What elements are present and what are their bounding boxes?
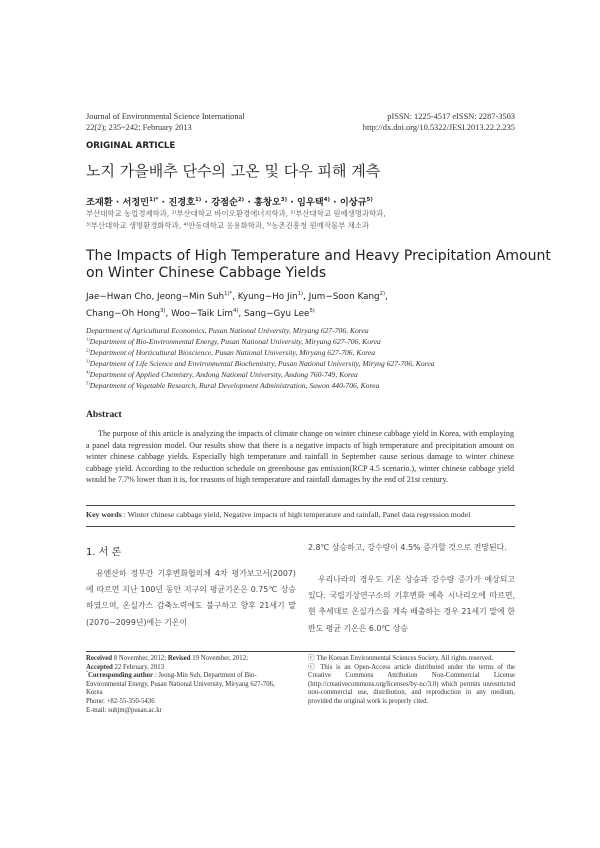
title-english-line: on Winter Chinese Cabbage Yields	[86, 265, 327, 281]
body-paragraph-right: 우리나라의 경우도 기온 상승과 강수량 증가가 예상되고 있다. 국립기상연구소의 기후변화 예측 시나리오에 따르면, 현 추세대로 온실가스를 계속 배출하는 경우 21세기 말에 한반도 평균 기온은 6.0℃ 상승	[308, 575, 515, 633]
author-ko-sup: 1)	[194, 196, 202, 203]
author-ko-sup: 4)	[323, 196, 330, 203]
corresponding-label: Corresponding author	[88, 672, 154, 680]
abstract-text: The purpose of this article is analyzing the impacts of climate change on winter chinese cabbage yield in Korea, with employing a panel data regression model. Our results show that there is a negative impacts of high temperature and precipitation amount on winter chinese cabbage yields. Especially high temperature and rainfall in September cause serious damage to winter chinese cabbage yield. According to the reduction schedule on greenhouse gas emission(RCP 4.5 scenario.), winter chinese cabbage yield would be 7.7% lower than it is, for reasons of high temperature and rainfall damages by the end of 21st century.	[86, 429, 514, 485]
footer-divider	[86, 651, 515, 652]
author-en: Jum−Soon Kang	[308, 292, 380, 302]
affiliations-korean	[86, 208, 386, 232]
author-en: Jae−Hwan Cho	[86, 292, 152, 302]
received-label: Received	[86, 655, 113, 662]
author-en: Sang−Gyu Lee	[243, 309, 310, 319]
divider	[86, 505, 515, 506]
title-english-line: The Impacts of High Temperature and Heavy Precipitation Amount	[86, 248, 551, 264]
author-en: Kyung−Ho Jin	[237, 292, 298, 302]
keywords-label: Key words	[86, 510, 122, 519]
affiliation-en: $^{4)}$Department of Applied Chemistry, Andong National University, Andong 760-749, Korea	[86, 369, 358, 379]
journal-info	[86, 111, 245, 133]
authors-english: Jae−Hwan Cho, Jeong−Min Suh$^{1)*}$, Kyung−Ho Jin$^{1)}$, Jum−Soon Kang$^{2)}$, Chang−Oh Hong$^{3)}$, Woo−Taik Lim$^{4)}$, Sang−Gyu Lee$^{5)}$	[86, 291, 388, 319]
journal-name: Journal of Environmental Science International	[86, 112, 245, 121]
phone: Phone: +82-55-350-5436	[86, 697, 155, 705]
accepted-label: Accepted	[86, 663, 113, 671]
author-ko: 홍창오	[254, 197, 281, 208]
author-ko: 서정민	[122, 197, 150, 208]
author-ko: 임우택	[296, 197, 324, 208]
corresponding-author: : Jeong-Min Suh, Department of Bio-Environmental Energy, Pusan National University, Miryang 627-706, Korea	[86, 672, 275, 697]
author-en: Woo−Taik Lim	[171, 309, 233, 319]
abstract-heading: Abstract	[86, 409, 122, 420]
copyright: ⓒ The Korean Environmental Sciences Society. All rights reserved.	[308, 655, 494, 662]
revised-label: Revised	[167, 655, 191, 662]
author-en-sup: 4)	[232, 308, 239, 315]
section-heading: 1. 서 론	[86, 547, 122, 558]
author-en-sup: 1)*	[224, 291, 233, 298]
footer-right	[308, 655, 515, 707]
footer-left: Received 8 November, 2012; Revised 19 November, 2012; Accepted 22 February, 2013 *Corresponding author : Jeong-Min Suh, Department of Bio-Environmental Energy, Pusan National University, Miryang 627-706, Korea Phone: +82-55-350-5436 E-mail: suhjm@pusan.ac.kr	[86, 655, 291, 715]
author-ko: 강점순	[211, 197, 238, 208]
keywords	[86, 510, 470, 519]
author-ko: 조재환	[86, 197, 113, 208]
doi-link[interactable]: http://dx.doi.org/10.5322/JESI.2013.22.2.235	[362, 123, 515, 132]
keywords-text: : Winter chinese cabbage yield, Negative impacts of high temperature and rainfall, Panel data regression model	[121, 510, 471, 519]
author-en-sup: 3)	[160, 308, 166, 315]
journal-ids	[363, 111, 515, 133]
author-ko-sup: 3)	[280, 196, 288, 203]
divider	[86, 526, 515, 527]
revised-date: 19 November, 2012;	[190, 655, 248, 662]
journal-issue: 22(2); 235~242; February 2013	[86, 123, 192, 132]
author-ko: 이상규	[339, 197, 367, 208]
author-en-sup: 5)	[309, 308, 315, 315]
author-en-sup: 2)	[379, 291, 386, 298]
affiliation-ko-line: 부산대학교 농업경제학과, ¹⁾부산대학교 바이오환경에너지학과, ²⁾부산대학교 원예생명과학과,	[86, 209, 386, 218]
affiliation-en: $^{2)}$Department of Horticultural Bioscience, Pusan National University, Miryang 627-706, Korea	[86, 347, 376, 357]
license: ⓒ This is an Open-Access article distributed under the terms of the Creative Commons Attribution Non-Commercial License (http://creativecommons.org/licenses/by-nc/3.0) which permits unrestricted non-commercial use, distribution, and reproduction in any medium, provided the original work is properly cited.	[308, 663, 515, 705]
body-paragraph-left: 유엔산하 정부간 기후변화협의체 4차 평가보고서(2007)에 따르면 지난 100년 동안 지구의 평균기온은 0.75℃ 상승하였으며, 온실가스 감축노력에도 불구하고 향후 21세기 말(2070~2099년)에는 기온이	[86, 569, 296, 627]
article-type: ORIGINAL ARTICLE	[86, 141, 176, 151]
received-date: 8 November, 2012;	[112, 655, 168, 662]
author-en: Jeong−Min Suh	[157, 292, 225, 302]
accepted-date: 22 February, 2013	[112, 663, 165, 671]
author-ko-sup: 2)	[237, 196, 245, 203]
author-en: Chang−Oh Hong	[86, 309, 161, 319]
authors-korean: 조재환 · 서정민$^{1)*}$ · 진경호$^{1)}$ · 강점순$^{2)}$ · 홍창오$^{3)}$ · 임우택$^{4)}$ · 이상규$^{5)}$	[86, 196, 373, 208]
affiliation-en: $^{1)}$Department of Bio-Environmental Energy, Pusan National University, Miryang 627-706, Korea	[86, 336, 381, 346]
body-paragraph-right: 2.8℃ 상승하고, 강수량이 4.5% 증가할 것으로 전망된다.	[308, 543, 507, 552]
author-ko-sup: 1)*	[149, 196, 159, 203]
email[interactable]: E-mail: suhjm@pusan.ac.kr	[86, 706, 162, 714]
title-korean: 노지 가을배추 단수의 고온 및 다우 피해 계측	[86, 162, 381, 180]
affiliation-ko-line: ³⁾부산대학교 생명환경화학과, ⁴⁾안동대학교 응용화학과, ⁵⁾농촌진흥청 원예작물부 채소과	[86, 221, 370, 230]
author-en-sup: 1)	[297, 291, 304, 298]
author-ko: 진경호	[168, 197, 195, 208]
author-ko-sup: 5)	[366, 196, 373, 203]
affiliation-en: $^{5)}$Department of Vegetable Research, Rural Development Administration, Suwon 440-706, Korea	[86, 380, 380, 390]
title-english	[86, 248, 551, 282]
issn: pISSN: 1225-4517 eISSN: 2287-3503	[387, 112, 515, 121]
affiliation-en: Department of Agricultural Economics, Pusan National University, Miryang 627-706, Korea	[86, 326, 369, 335]
affiliation-en: $^{3)}$Department of Life Science and Environmental Biochemistry, Pusan National University, Miryng 627-706, Korea	[86, 358, 435, 368]
affiliations-english	[86, 325, 435, 391]
